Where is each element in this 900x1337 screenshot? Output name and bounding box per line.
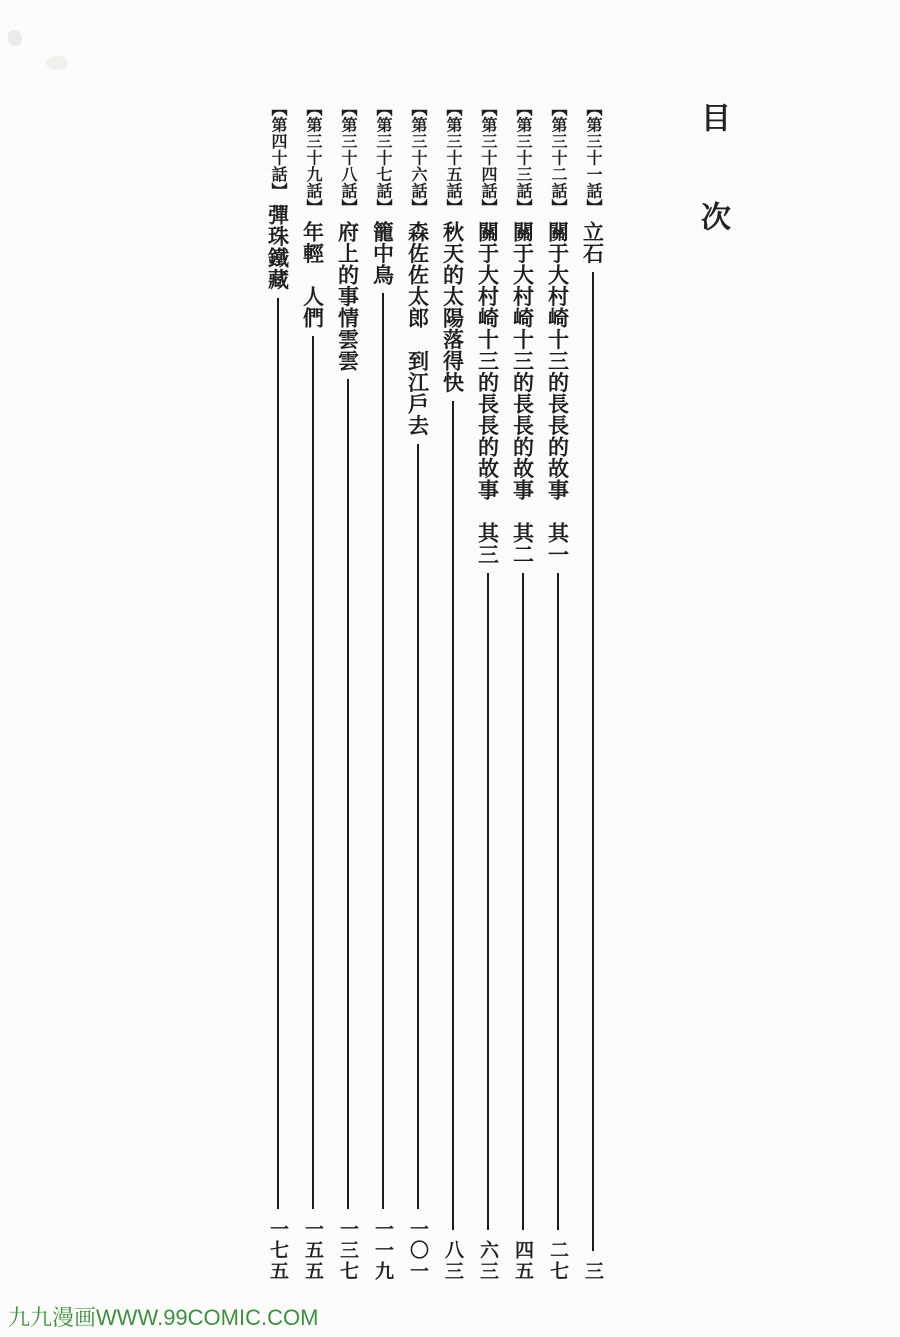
toc-entry: [400, 100, 435, 1282]
toc-entry: [505, 100, 540, 1282]
page-number: 六三: [477, 1240, 498, 1282]
chapter-number-label: 【第三十七話】: [374, 100, 391, 216]
toc-entry: [470, 100, 505, 1282]
chapter-number-label: 【第三十六話】: [409, 100, 426, 216]
leader-line: [382, 293, 384, 1209]
leader-line: [417, 444, 419, 1210]
chapter-number-label: 【第三十三話】: [514, 100, 531, 216]
page-number: 一〇一: [407, 1219, 428, 1282]
chapter-number-label: 【第三十二話】: [549, 100, 566, 216]
chapter-number-label: 【第三十九話】: [304, 100, 321, 216]
chapter-title: 立石: [580, 220, 605, 264]
page-number: 四五: [512, 1240, 533, 1282]
toc-entry: [540, 100, 575, 1282]
chapter-number-label: 【第三十八話】: [339, 100, 356, 216]
page-number: 一三七: [337, 1219, 358, 1282]
leader-line: [557, 573, 559, 1231]
chapter-title: 關于大村崎十三的長長的故事 其二: [510, 220, 535, 565]
chapter-title: 森佐佐太郎 到江戶去: [405, 220, 430, 436]
toc-entry: [330, 100, 365, 1282]
page-number: 三: [582, 1261, 603, 1282]
scan-smudge: [8, 30, 22, 46]
chapter-title: 籠中鳥: [370, 220, 395, 285]
scan-smudge: [46, 56, 68, 70]
chapter-title: 秋天的太陽落得快: [440, 220, 465, 393]
toc-entry: [295, 100, 330, 1282]
page-title: 目 次: [696, 102, 729, 251]
toc-entry: [260, 100, 295, 1282]
leader-line: [592, 272, 594, 1252]
leader-line: [522, 573, 524, 1231]
chapter-title: 彈珠鐵藏: [265, 204, 290, 290]
chapter-number-label: 【第四十話】: [269, 100, 286, 199]
leader-line: [312, 336, 314, 1209]
toc-entry: [435, 100, 470, 1282]
chapter-title: 府上的事情雲雲: [335, 220, 360, 371]
chapter-number-label: 【第三十五話】: [444, 100, 461, 216]
leader-line: [277, 298, 279, 1209]
chapter-title: 關于大村崎十三的長長的故事 其一: [545, 220, 570, 565]
page-number: 一七五: [267, 1219, 288, 1282]
chapter-number-label: 【第三十四話】: [479, 100, 496, 216]
chapter-title: 年輕 人們: [300, 220, 325, 328]
leader-line: [347, 379, 349, 1209]
leader-line: [452, 401, 454, 1231]
leader-line: [487, 573, 489, 1231]
page-number: 八三: [442, 1240, 463, 1282]
chapter-title: 關于大村崎十三的長長的故事 其三: [475, 220, 500, 565]
page-number: 二七: [547, 1240, 568, 1282]
toc-entry: [575, 100, 610, 1282]
site-watermark: 九九漫画WWW.99COMIC.COM: [8, 1305, 319, 1330]
page-number: 一一九: [372, 1219, 393, 1282]
table-of-contents: [260, 100, 610, 1282]
toc-entry: [365, 100, 400, 1282]
chapter-number-label: 【第三十一話】: [584, 100, 601, 216]
page-number: 一五五: [302, 1219, 323, 1282]
